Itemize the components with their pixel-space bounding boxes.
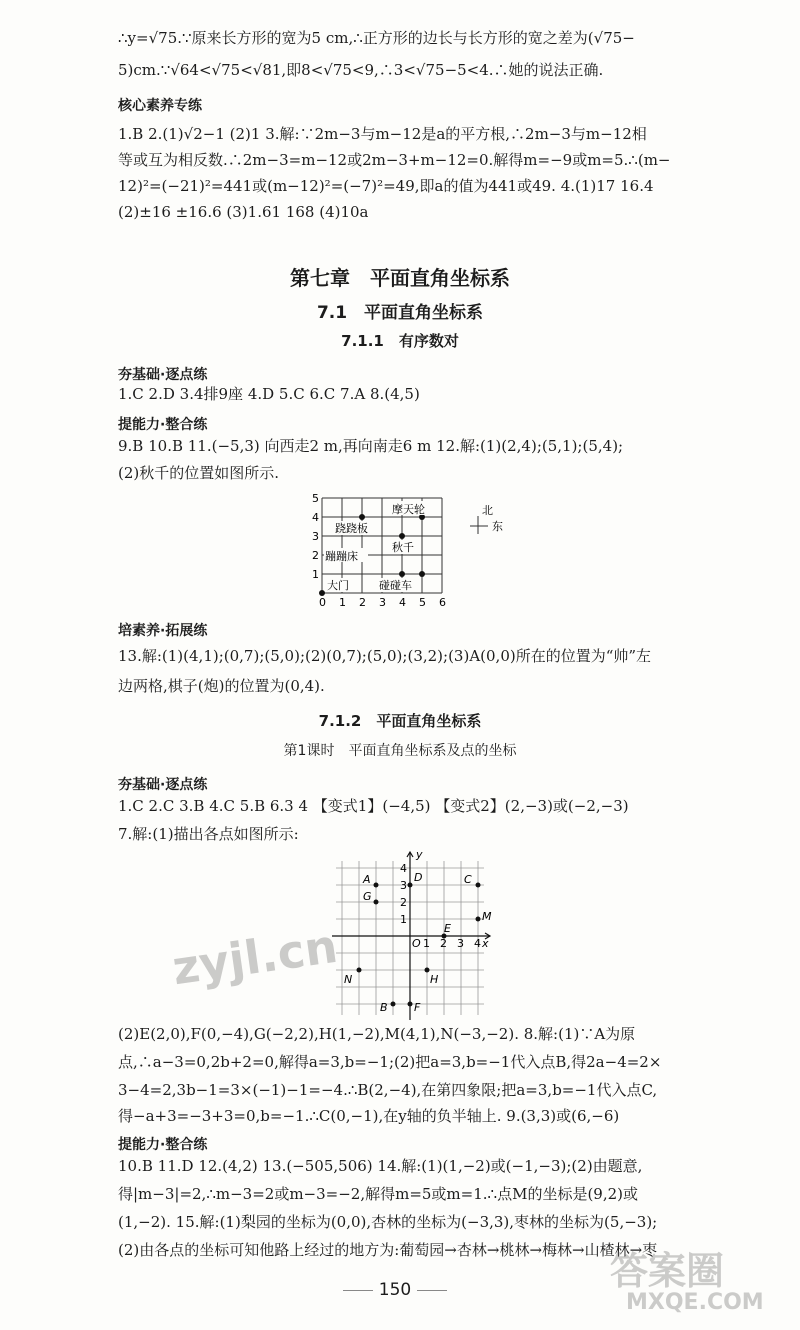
text-line: 等或互为相反数.∴2m−3=m−12或2m−3+m−12=0.解得m=−9或m=5.∴(m− xyxy=(118,151,671,169)
x-tick: 3 xyxy=(457,937,464,950)
section-heading: 提能力·整合练 xyxy=(118,417,208,433)
point-F-label: F xyxy=(414,1001,421,1014)
x-axis-label: x xyxy=(482,937,489,950)
watermark: 答案圈 xyxy=(610,1249,725,1293)
point-D-label: D xyxy=(414,871,423,884)
y-tick: 3 xyxy=(400,879,407,892)
label-damen: 大门 xyxy=(327,579,349,592)
section-heading: 夯基础·逐点练 xyxy=(118,777,208,793)
text-line: 10.B 11.D 12.(4,2) 13.(−505,506) 14.解:(1)(1,−2)或(−1,−3);(2)由题意, xyxy=(118,1157,643,1175)
y-tick: 2 xyxy=(400,896,407,909)
text-line: 5)cm.∵√64<√75<√81,即8<√75<9,∴3<√75−5<4.∴她的说法正确. xyxy=(118,61,604,79)
x-tick: 3 xyxy=(379,596,386,609)
x-tick: 4 xyxy=(474,937,481,950)
y-tick: 4 xyxy=(400,862,407,875)
watermark: MXQE.COM xyxy=(626,1290,764,1315)
x-tick: 1 xyxy=(423,937,430,950)
label-pengpengche: 碰碰车 xyxy=(379,579,412,592)
text-line: 3−4=2,3b−1=3×(−1)−1=−4.∴B(2,−4),在第四象限;把a=3,b=−1代入点C, xyxy=(118,1081,658,1099)
section-heading: 提能力·整合练 xyxy=(118,1137,208,1153)
point-G-label: G xyxy=(363,890,372,903)
label-qiaoqiaoban: 跷跷板 xyxy=(335,522,368,535)
text-line: 1.C 2.D 3.4排9座 4.D 5.C 6.C 7.A 8.(4,5) xyxy=(118,385,420,403)
park-grid-figure xyxy=(300,490,530,615)
page-number-text: 150 xyxy=(378,1280,412,1300)
text-line: 13.解:(1)(4,1);(0,7);(5,0);(2)(0,7);(5,0);(3,2);(3)A(0,0)所在的位置为“帅”左 xyxy=(118,647,652,665)
x-tick: 6 xyxy=(439,596,446,609)
point-B-label: B xyxy=(380,1001,388,1014)
text-line: (1,−2). 15.解:(1)梨园的坐标为(0,0),杏林的坐标为(−3,3),枣林的坐标为(5,−3); xyxy=(118,1213,658,1231)
label-motianlun: 摩天轮 xyxy=(392,503,425,516)
watermark: zyjl.cn xyxy=(169,918,341,996)
origin-label: O xyxy=(412,937,421,950)
coordinate-plane-figure xyxy=(330,848,500,1023)
subsection-title: 7.1.1 有序数对 xyxy=(341,332,459,350)
y-tick: 3 xyxy=(312,530,319,543)
y-tick: 1 xyxy=(312,568,319,581)
x-tick: 0 xyxy=(319,596,326,609)
text-line: (2)秋千的位置如图所示. xyxy=(118,464,280,482)
subsection-title: 7.1.2 平面直角坐标系 xyxy=(318,712,482,730)
point-E-label: E xyxy=(444,922,451,935)
lesson-title: 第1课时 平面直角坐标系及点的坐标 xyxy=(283,743,517,759)
y-tick: 5 xyxy=(312,492,319,505)
y-tick: 1 xyxy=(400,913,407,926)
point-H-label: H xyxy=(430,973,439,986)
point-M-label: M xyxy=(482,910,492,923)
x-tick: 1 xyxy=(339,596,346,609)
point-A-label: A xyxy=(363,873,371,886)
text-line: ∴y=√75.∵原来长方形的宽为5 cm,∴正方形的边长与长方形的宽之差为(√75− xyxy=(118,29,635,47)
x-tick: 5 xyxy=(419,596,426,609)
x-tick: 2 xyxy=(359,596,366,609)
y-axis-label: y xyxy=(416,848,423,861)
label-qiuqian: 秋千 xyxy=(392,541,414,554)
text-line: 9.B 10.B 11.(−5,3) 向西走2 m,再向南走6 m 12.解:(1)(2,4);(5,1);(5,4); xyxy=(118,437,624,455)
x-tick: 2 xyxy=(440,937,447,950)
label-tiaotiaochuang: 蹦蹦床 xyxy=(325,550,358,563)
compass-icon xyxy=(470,504,503,534)
point-N-label: N xyxy=(344,973,353,986)
section-heading: 核心素养专练 xyxy=(118,98,202,114)
east-label: 东 xyxy=(492,520,503,533)
text-line: 12)²=(−21)²=441或(m−12)²=(−7)²=49,即a的值为441或49. 4.(1)17 16.4 xyxy=(118,177,654,195)
section-title: 7.1 平面直角坐标系 xyxy=(316,303,484,323)
y-tick: 2 xyxy=(312,549,319,562)
section-heading: 培素养·拓展练 xyxy=(118,623,208,639)
text-line: 点,∴a−3=0,2b+2=0,解得a=3,b=−1;(2)把a=3,b=−1代入点B,得2a−4=2× xyxy=(118,1053,662,1071)
text-line: 得|m−3|=2,∴m−3=2或m−3=−2,解得m=5或m=1.∴点M的坐标是(9,2)或 xyxy=(118,1185,638,1203)
page-number xyxy=(330,1280,460,1300)
text-line: 1.B 2.(1)√2−1 (2)1 3.解:∵2m−3与m−12是a的平方根,∴2m−3与m−12相 xyxy=(118,125,647,143)
chapter-title: 第七章 平面直角坐标系 xyxy=(290,266,510,290)
text-line: (2)±16 ±16.6 (3)1.61 168 (4)10a xyxy=(118,203,369,221)
text-line: 7.解:(1)描出各点如图所示: xyxy=(118,825,299,843)
text-line: 得−a+3=−3+3=0,b=−1.∴C(0,−1),在y轴的负半轴上. 9.(3,3)或(6,−6) xyxy=(118,1107,620,1125)
point-C-label: C xyxy=(464,873,472,886)
north-label: 北 xyxy=(482,504,493,517)
text-line: 1.C 2.C 3.B 4.C 5.B 6.3 4 【变式1】(−4,5) 【变式2】(2,−3)或(−2,−3) xyxy=(118,797,629,815)
text-line: (2)E(2,0),F(0,−4),G(−2,2),H(1,−2),M(4,1),N(−3,−2). 8.解:(1)∵A为原 xyxy=(118,1025,636,1043)
section-heading: 夯基础·逐点练 xyxy=(118,367,208,383)
text-line: 边两格,棋子(炮)的位置为(0,4). xyxy=(118,677,325,695)
y-tick: 4 xyxy=(312,511,319,524)
x-tick: 4 xyxy=(399,596,406,609)
text-line: (2)由各点的坐标可知他路上经过的地方为:葡萄园→杏林→桃林→梅林→山楂林→枣 xyxy=(118,1241,658,1259)
